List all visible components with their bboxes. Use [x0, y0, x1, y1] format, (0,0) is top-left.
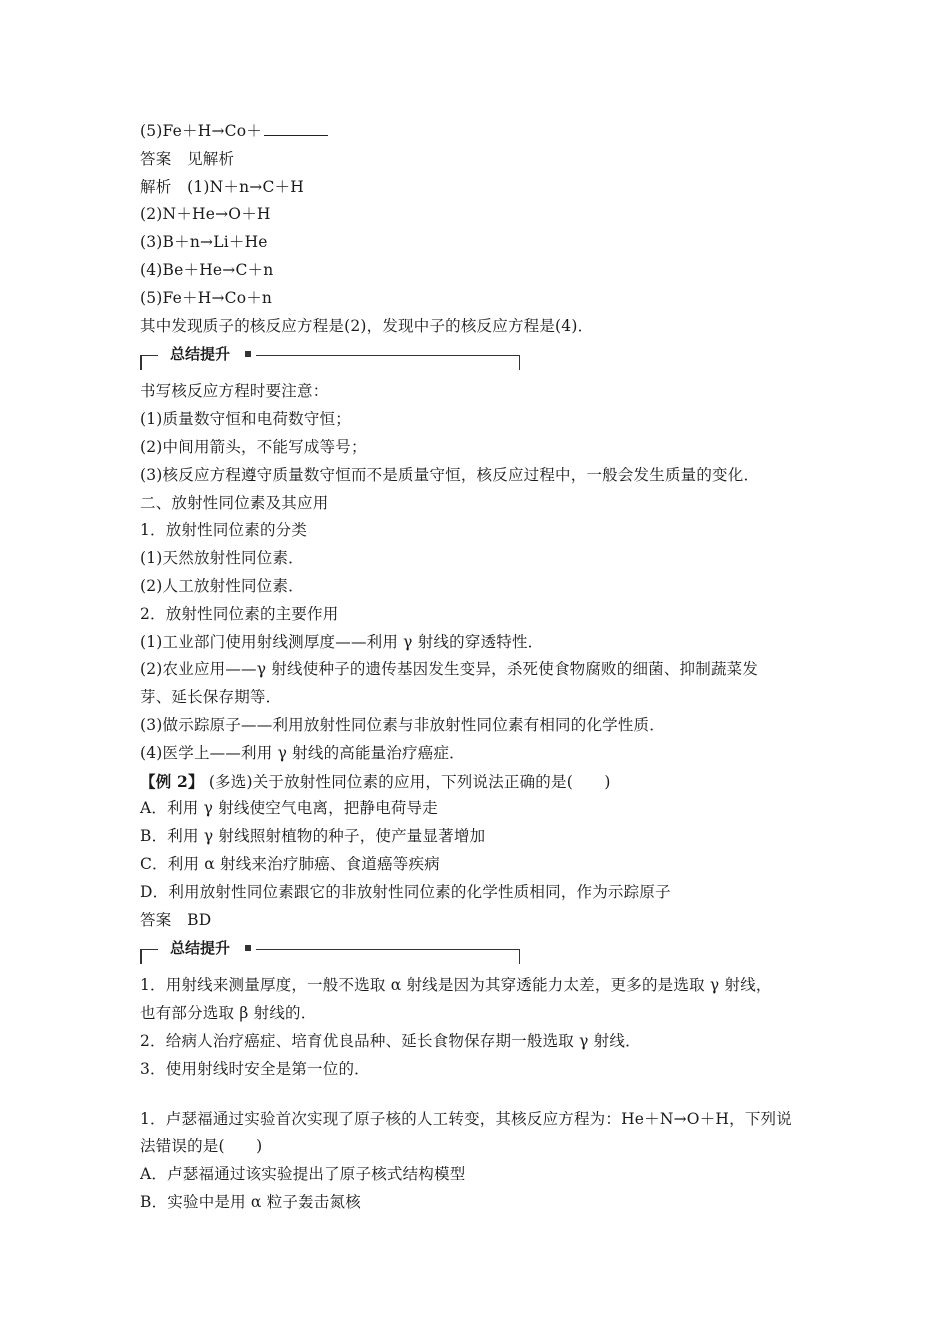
- equation-line: (5)Fe＋H→Co＋n: [140, 288, 273, 307]
- example-option: A．利用 γ 射线使空气电离，把静电荷导走: [140, 799, 439, 818]
- summary-header: [140, 940, 520, 972]
- summary-rule-right: [256, 355, 520, 356]
- subsection-heading: 1．放射性同位素的分类: [140, 521, 308, 540]
- summary-square-icon: [245, 945, 251, 951]
- exercise-option: A．卢瑟福通过该实验提出了原子核式结构模型: [140, 1165, 466, 1184]
- text-line: 3．使用射线时安全是第一位的．: [140, 1059, 370, 1078]
- example-answer: 答案 BD: [140, 910, 212, 929]
- example-option: C．利用 α 射线来治疗肺癌、食道癌等疾病: [140, 854, 440, 873]
- subsection-heading: 2．放射性同位素的主要作用: [140, 604, 339, 623]
- text-line: (4)医学上——利用 γ 射线的高能量治疗癌症．: [140, 743, 465, 762]
- section-heading: 二、放射性同位素及其应用: [140, 493, 329, 512]
- summary-header: [140, 346, 520, 378]
- answer-line: 答案 见解析: [140, 149, 235, 168]
- text-line: 书写核反应方程时要注意：: [140, 382, 329, 401]
- equation-line: (3)B＋n→Li＋He: [140, 233, 268, 252]
- text-line: 2．给病人治疗癌症、培育优良品种、延长食物保存期一般选取 γ 射线．: [140, 1031, 641, 1050]
- exercise-question: 1．卢瑟福通过实验首次实现了原子核的人工转变，其核反应方程为：He＋N→O＋H，下列说: [140, 1109, 792, 1128]
- equation-line: (4)Be＋He→C＋n: [140, 260, 274, 279]
- text-line: (2)中间用箭头，不能写成等号；: [140, 437, 367, 456]
- conclusion-line: 其中发现质子的核反应方程是(2)，发现中子的核反应方程是(4)．: [140, 316, 594, 335]
- example-question: 【例 2】 (多选)关于放射性同位素的应用，下列说法正确的是( ): [140, 771, 611, 791]
- text-line: (2)人工放射性同位素．: [140, 576, 304, 595]
- text-line: 芽、延长保存期等．: [140, 688, 282, 707]
- text-line: (1)质量数守恒和电荷数守恒；: [140, 410, 351, 429]
- example-option: B．利用 γ 射线照射植物的种子，使产量显著增加: [140, 827, 486, 846]
- exercise-question: 法错误的是( ): [140, 1137, 263, 1156]
- equation-line: (2)N＋He→O＋H: [140, 205, 271, 224]
- summary-rule-left: [140, 949, 158, 950]
- answer-blank: [264, 121, 328, 136]
- text-line: 1．用射线来测量厚度，一般不选取 α 射线是因为其穿透能力太差，更多的是选取 γ 射线，: [140, 976, 772, 995]
- summary-rule-left: [140, 355, 158, 356]
- example-option: D．利用放射性同位素跟它的非放射性同位素的化学性质相同，作为示踪原子: [140, 882, 671, 901]
- text-line: (1)天然放射性同位素．: [140, 549, 304, 568]
- summary-label: 总结提升: [170, 345, 231, 364]
- text-line: (3)做示踪原子——利用放射性同位素与非放射性同位素有相同的化学性质．: [140, 715, 665, 734]
- summary-square-icon: [245, 351, 251, 357]
- summary-rule-right: [256, 949, 520, 950]
- example-tag: 【例 2】: [140, 771, 204, 791]
- text-line: (2)农业应用——γ 射线使种子的遗传基因发生变异，杀死使食物腐败的细菌、抑制蔬菜发: [140, 660, 759, 679]
- equation-line-5-question: (5)Fe＋H→Co＋: [140, 118, 830, 146]
- text-line: (3)核反应方程遵守质量数守恒而不是质量守恒，核反应过程中，一般会发生质量的变化．: [140, 465, 760, 484]
- analysis-line: 解析 (1)N＋n→C＋H: [140, 177, 304, 196]
- page-content: [140, 118, 830, 1217]
- text-line: 也有部分选取 β 射线的．: [140, 1004, 317, 1023]
- summary-label: 总结提升: [170, 939, 231, 958]
- text-line: (1)工业部门使用射线测厚度——利用 γ 射线的穿透特性．: [140, 632, 544, 651]
- exercise-option: B．实验中是用 α 粒子轰击氮核: [140, 1192, 361, 1211]
